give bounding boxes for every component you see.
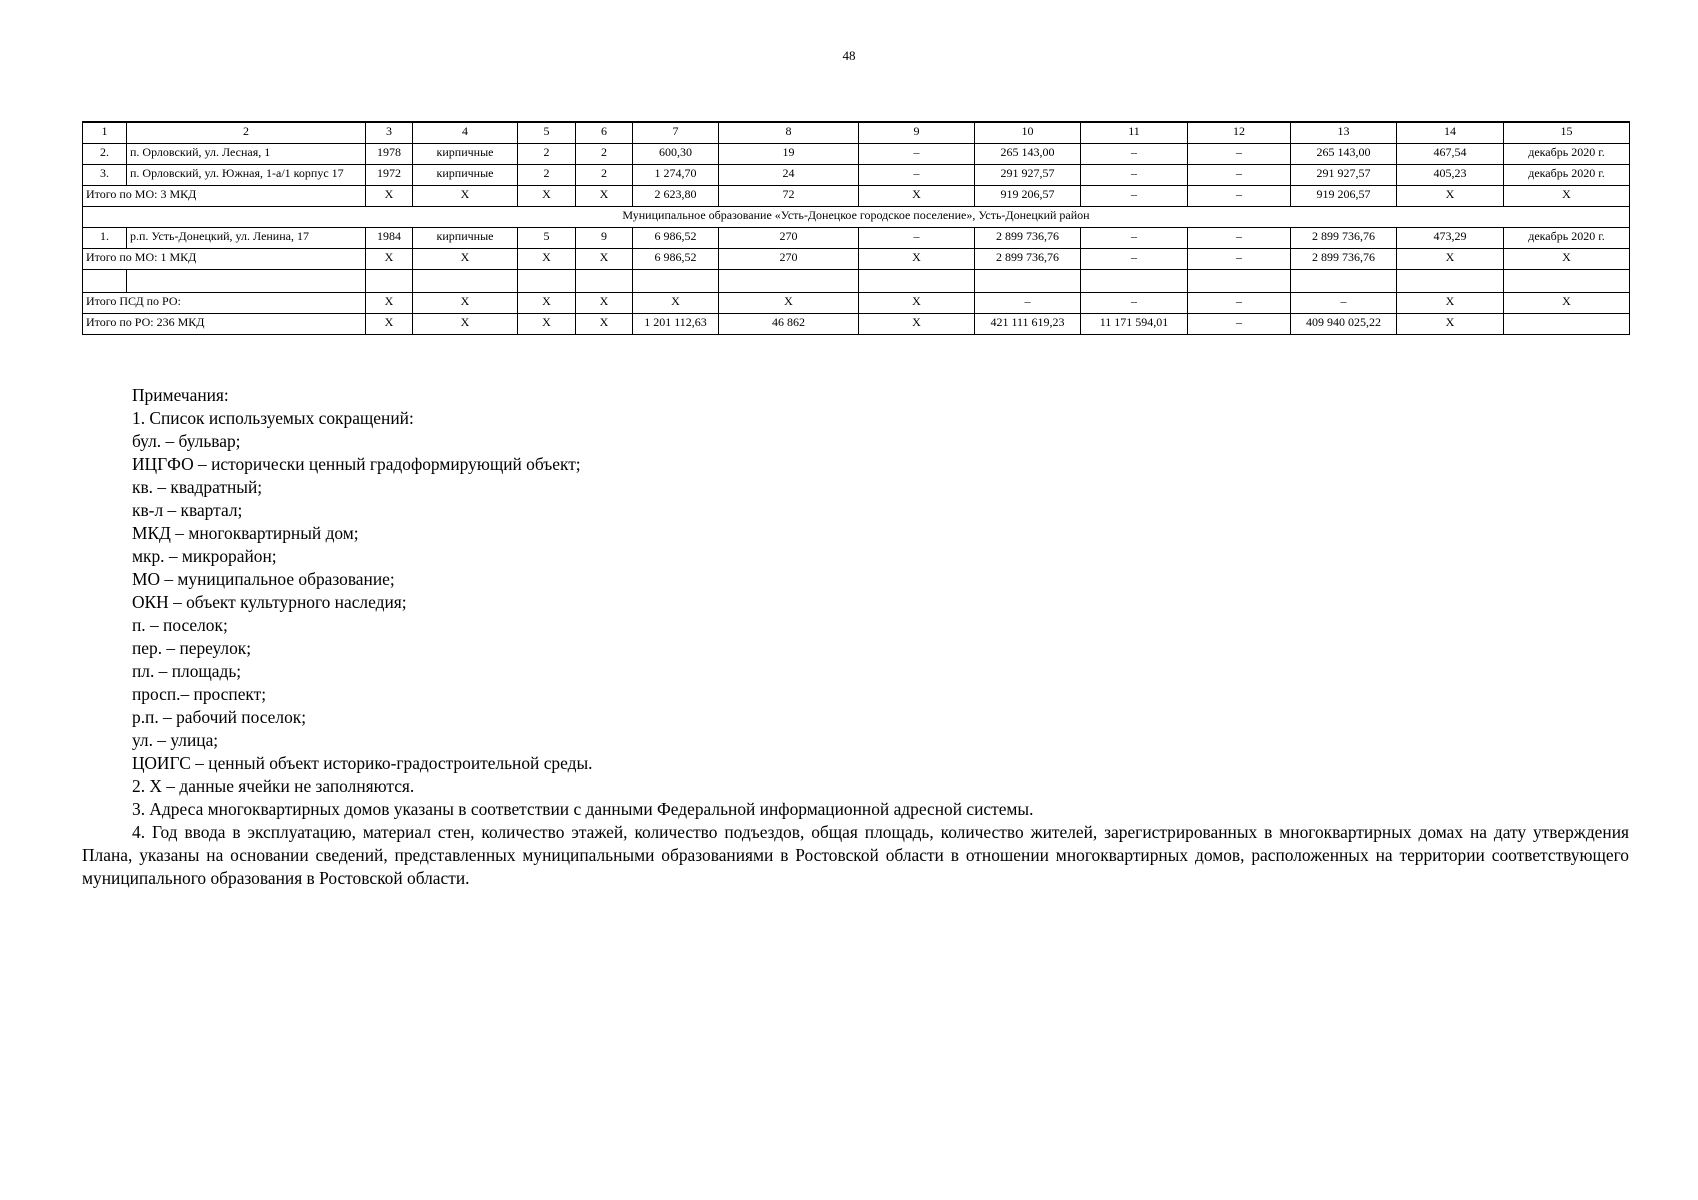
table-cell: 1 201 112,63: [633, 314, 719, 335]
table-cell: 5: [518, 228, 576, 249]
table-cell: 6 986,52: [633, 249, 719, 270]
table-cell: Итого ПСД по РО:: [83, 293, 366, 314]
table-cell: [1504, 270, 1630, 293]
table-cell: 919 206,57: [975, 186, 1081, 207]
table-cell: –: [1081, 144, 1188, 165]
table-cell: 265 143,00: [1291, 144, 1397, 165]
note-3: 3. Адреса многоквартирных домов указаны в соответствии с данными Федеральной информационной адресной системы.: [132, 799, 1034, 819]
table-cell: 1972: [366, 165, 413, 186]
table-cell: 15: [1504, 122, 1630, 144]
table-cell: 3: [366, 122, 413, 144]
table-row: [83, 165, 1630, 186]
table-cell: X: [1504, 293, 1630, 314]
table-cell: 13: [1291, 122, 1397, 144]
table-cell: 2: [518, 165, 576, 186]
total-row: [83, 186, 1630, 207]
table-cell: X: [366, 293, 413, 314]
table-cell: [366, 270, 413, 293]
table-cell: [1188, 270, 1291, 293]
table-cell: кирпичные: [413, 228, 518, 249]
table-row: [83, 228, 1630, 249]
abbreviation-item: кв-л – квартал;: [132, 500, 243, 520]
table-cell: 2 899 736,76: [975, 228, 1081, 249]
table-cell: X: [518, 314, 576, 335]
abbreviation-item: р.п. – рабочий поселок;: [132, 707, 307, 727]
table-cell: 1: [83, 122, 127, 144]
abbreviation-item: пер. – переулок;: [132, 638, 252, 658]
note-4: 4. Год ввода в эксплуатацию, материал стен, количество этажей, количество подъездов, общая площадь, количество жителей, зарегистрированных в многоквартирных домах на дату утверждения Плана, указаны на основании сведений, представленных муниципальными образованиями в Ростовской области в отношении многоквартирных домов, расположенных на территории соответствующего муниципального образования в Ростовской области.: [82, 822, 1629, 888]
table-cell: –: [859, 165, 975, 186]
housing-table: [82, 121, 1630, 335]
table-cell: 9: [576, 228, 633, 249]
abbreviation-item: бул. – бульвар;: [132, 431, 241, 451]
table-cell: –: [1291, 293, 1397, 314]
page-number: 48: [842, 48, 856, 63]
abbreviation-item: просп.– проспект;: [132, 684, 267, 704]
table-cell: 11: [1081, 122, 1188, 144]
table-cell: 473,29: [1397, 228, 1504, 249]
table-cell: X: [859, 293, 975, 314]
table-cell: 2: [576, 165, 633, 186]
abbreviation-item: ОКН – объект культурного наследия;: [132, 592, 407, 612]
table-cell: 19: [719, 144, 859, 165]
abbreviation-item: пл. – площадь;: [132, 661, 242, 681]
table-cell: –: [1081, 228, 1188, 249]
table-cell: 265 143,00: [975, 144, 1081, 165]
total-row: [83, 293, 1630, 314]
table-cell: 8: [719, 122, 859, 144]
table-cell: –: [1081, 293, 1188, 314]
table-cell: Итого по РО: 236 МКД: [83, 314, 366, 335]
table-cell: 6 986,52: [633, 228, 719, 249]
abbreviations-list: [82, 430, 1629, 775]
table-cell: X: [366, 249, 413, 270]
note-2: 2. X – данные ячейки не заполняются.: [132, 776, 415, 796]
table-cell: –: [1188, 186, 1291, 207]
table-cell: X: [576, 293, 633, 314]
table-cell: 10: [975, 122, 1081, 144]
table-cell: 1984: [366, 228, 413, 249]
table-cell: 467,54: [1397, 144, 1504, 165]
table-body: [83, 122, 1630, 335]
table-cell: кирпичные: [413, 144, 518, 165]
table-cell: X: [633, 293, 719, 314]
table-cell: [576, 270, 633, 293]
table-cell: 270: [719, 228, 859, 249]
table-cell: 421 111 619,23: [975, 314, 1081, 335]
table-cell: X: [413, 186, 518, 207]
table-cell: кирпичные: [413, 165, 518, 186]
table-cell: X: [366, 314, 413, 335]
table-cell: –: [1081, 249, 1188, 270]
table-cell: –: [1188, 228, 1291, 249]
table-cell: 291 927,57: [1291, 165, 1397, 186]
table-cell: 7: [633, 122, 719, 144]
table-cell: Итого по МО: 3 МКД: [83, 186, 366, 207]
abbreviation-item: ИЦГФО – исторически ценный градоформирующий объект;: [132, 454, 581, 474]
table-cell: 14: [1397, 122, 1504, 144]
table-cell: X: [859, 186, 975, 207]
table-cell: 9: [859, 122, 975, 144]
table-cell: декабрь 2020 г.: [1504, 144, 1630, 165]
table-cell: 12: [1188, 122, 1291, 144]
table-cell: 6: [576, 122, 633, 144]
table-cell: –: [1188, 144, 1291, 165]
table-cell: 72: [719, 186, 859, 207]
table-cell: –: [859, 228, 975, 249]
table-cell: –: [1188, 314, 1291, 335]
table-cell: –: [1081, 186, 1188, 207]
table-cell: X: [719, 293, 859, 314]
notes-section: [82, 384, 1629, 890]
table-cell: [1504, 314, 1630, 335]
abbreviation-item: кв. – квадратный;: [132, 477, 263, 497]
empty-row: [83, 270, 1630, 293]
table-cell: 11 171 594,01: [1081, 314, 1188, 335]
notes-title: Примечания:: [132, 385, 229, 405]
table-cell: 409 940 025,22: [1291, 314, 1397, 335]
table-cell: [1081, 270, 1188, 293]
table-cell: X: [1397, 186, 1504, 207]
table-cell: 4: [413, 122, 518, 144]
table-cell: X: [859, 249, 975, 270]
table-cell: 46 862: [719, 314, 859, 335]
table-cell: 2: [518, 144, 576, 165]
table-cell: X: [413, 249, 518, 270]
total-row: [83, 249, 1630, 270]
abbreviation-item: ЦОИГС – ценный объект историко-градостроительной среды.: [132, 753, 593, 773]
table-cell: X: [518, 249, 576, 270]
table-cell: [1397, 270, 1504, 293]
abbreviation-item: ул. – улица;: [132, 730, 219, 750]
table-cell: 3.: [83, 165, 127, 186]
table-cell: 270: [719, 249, 859, 270]
table-cell: 2: [576, 144, 633, 165]
abbreviations-heading: 1. Список используемых сокращений:: [132, 408, 414, 428]
table-cell: –: [1081, 165, 1188, 186]
table-cell: X: [413, 293, 518, 314]
table-cell: [1291, 270, 1397, 293]
table-cell: X: [518, 186, 576, 207]
table-row: [83, 144, 1630, 165]
table-cell: декабрь 2020 г.: [1504, 228, 1630, 249]
table-cell: X: [518, 293, 576, 314]
table-cell: X: [576, 249, 633, 270]
table-cell: –: [1188, 293, 1291, 314]
table-cell: декабрь 2020 г.: [1504, 165, 1630, 186]
table-cell: 2 899 736,76: [975, 249, 1081, 270]
table-cell: –: [1188, 249, 1291, 270]
table-header-row: [83, 122, 1630, 144]
table-cell: 1978: [366, 144, 413, 165]
table-cell: [413, 270, 518, 293]
table-cell: 405,23: [1397, 165, 1504, 186]
abbreviation-item: п. – поселок;: [132, 615, 228, 635]
municipality-row: [83, 207, 1630, 228]
table-cell: 2 899 736,76: [1291, 228, 1397, 249]
table-cell: –: [975, 293, 1081, 314]
table-cell: 2 899 736,76: [1291, 249, 1397, 270]
table-cell: X: [413, 314, 518, 335]
table-cell: [83, 270, 127, 293]
table-cell: Муниципальное образование «Усть-Донецкое городское поселение», Усть-Донецкий район: [83, 207, 1630, 228]
table-cell: X: [1504, 186, 1630, 207]
table-cell: X: [576, 314, 633, 335]
abbreviation-item: мкр. – микрорайон;: [132, 546, 277, 566]
table-cell: –: [859, 144, 975, 165]
table-cell: [719, 270, 859, 293]
table-cell: X: [859, 314, 975, 335]
abbreviation-item: МО – муниципальное образование;: [132, 569, 395, 589]
table-cell: 1.: [83, 228, 127, 249]
table-cell: X: [1397, 249, 1504, 270]
abbreviation-item: МКД – многоквартирный дом;: [132, 523, 359, 543]
table-cell: [633, 270, 719, 293]
table-cell: X: [366, 186, 413, 207]
table-cell: X: [576, 186, 633, 207]
table-cell: [975, 270, 1081, 293]
table-cell: 2 623,80: [633, 186, 719, 207]
table-cell: 291 927,57: [975, 165, 1081, 186]
table-cell: [518, 270, 576, 293]
table-cell: Итого по МО: 1 МКД: [83, 249, 366, 270]
table-cell: 24: [719, 165, 859, 186]
table-cell: п. Орловский, ул. Лесная, 1: [127, 144, 366, 165]
table-cell: п. Орловский, ул. Южная, 1-а/1 корпус 17: [127, 165, 366, 186]
table-cell: X: [1397, 314, 1504, 335]
table-cell: X: [1397, 293, 1504, 314]
table-cell: 5: [518, 122, 576, 144]
table-cell: 600,30: [633, 144, 719, 165]
table-cell: 1 274,70: [633, 165, 719, 186]
table-cell: [127, 270, 366, 293]
table-cell: –: [1188, 165, 1291, 186]
table-cell: 2.: [83, 144, 127, 165]
table-cell: 2: [127, 122, 366, 144]
total-row: [83, 314, 1630, 335]
table-cell: 919 206,57: [1291, 186, 1397, 207]
table-cell: р.п. Усть-Донецкий, ул. Ленина, 17: [127, 228, 366, 249]
table-cell: [859, 270, 975, 293]
table-cell: X: [1504, 249, 1630, 270]
